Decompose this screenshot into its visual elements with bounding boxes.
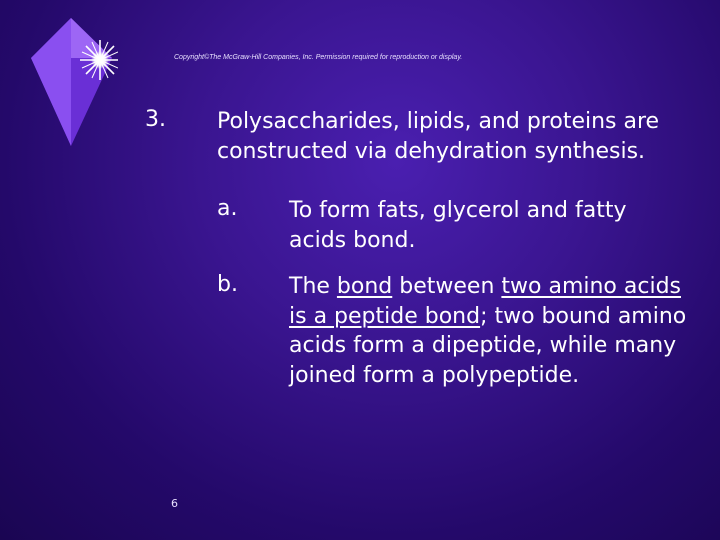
sub-b-label: b. <box>217 272 238 297</box>
page-number: 6 <box>171 497 178 510</box>
sub-b-text <box>289 272 689 390</box>
peptide-bond-term: two amino acids is a peptide bond <box>289 274 681 329</box>
bond-term: bond <box>336 274 393 299</box>
item-number: 3. <box>145 107 166 132</box>
copyright-notice: Copyright©The McGraw-Hill Companies, Inc. Permission required for reproduction or display. <box>174 54 463 61</box>
sub-b-mid: between <box>392 274 502 299</box>
diamond-star-logo <box>26 18 118 148</box>
sub-a-text: To form fats, glycerol and fatty acids bond. <box>289 198 627 253</box>
sub-b-pre: The <box>289 274 337 299</box>
main-text: Polysaccharides, lipids, and proteins are constructed via dehydration synthesis. <box>217 109 660 164</box>
sub-a-label: a. <box>217 196 238 221</box>
sub-b-post: ; two bound amino acids form a dipeptide, while many joined form a polypeptide. <box>289 303 687 388</box>
